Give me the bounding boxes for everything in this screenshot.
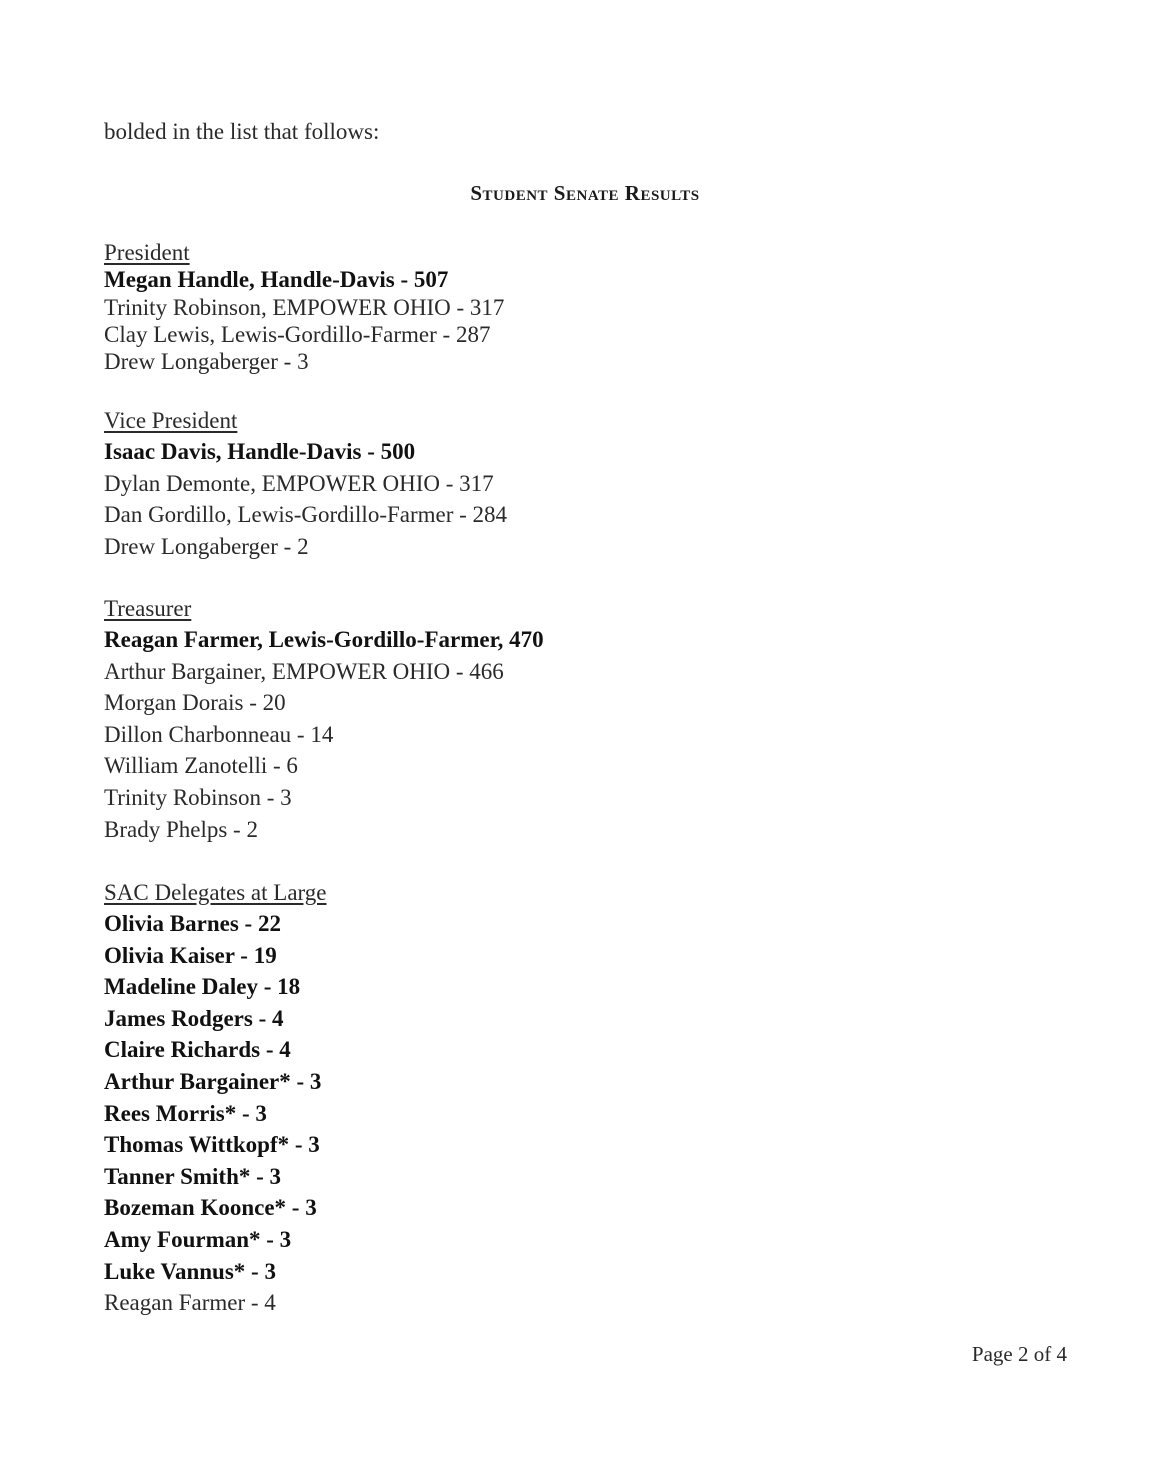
result-entry-winner: Olivia Kaiser - 19: [104, 942, 277, 968]
result-entry: Clay Lewis, Lewis-Gordillo-Farmer - 287: [104, 321, 491, 347]
result-entry: Morgan Dorais - 20: [104, 690, 286, 716]
result-entry: Trinity Robinson, EMPOWER OHIO - 317: [104, 294, 505, 320]
document-title: Student Senate Results: [470, 181, 700, 205]
result-entry-winner: Luke Vannus* - 3: [104, 1258, 276, 1284]
section-vice-president: [104, 406, 507, 563]
section-heading-vice-president: Vice President: [104, 408, 238, 433]
result-entry-winner: Madeline Daley - 18: [104, 974, 301, 1000]
result-entry: Drew Longaberger - 2: [104, 534, 309, 560]
result-entry-winner: Rees Morris* - 3: [104, 1100, 267, 1126]
result-entry-winner: Claire Richards - 4: [104, 1037, 291, 1063]
result-entry-winner: Reagan Farmer, Lewis-Gordillo-Farmer, 470: [104, 627, 544, 652]
result-entry-winner: Tanner Smith* - 3: [104, 1163, 282, 1189]
intro-text: bolded in the list that follows:: [104, 119, 380, 144]
page-number: Page 2 of 4: [971, 1342, 1067, 1366]
result-entry-winner: Bozeman Koonce* - 3: [104, 1195, 317, 1221]
section-sac-delegates: [104, 878, 326, 1319]
result-entry-winner: Olivia Barnes - 22: [104, 911, 281, 936]
result-entry: Dan Gordillo, Lewis-Gordillo-Farmer - 284: [104, 502, 508, 528]
result-entry: Reagan Farmer - 4: [104, 1290, 276, 1316]
result-entry: Brady Phelps - 2: [104, 816, 258, 842]
result-entry-winner: Amy Fourman* - 3: [104, 1226, 292, 1252]
result-entry: Trinity Robinson - 3: [104, 784, 292, 810]
section-heading-sac-delegates: SAC Delegates at Large: [104, 880, 327, 905]
result-entry: Drew Longaberger - 3: [104, 349, 309, 375]
result-entry: Dylan Demonte, EMPOWER OHIO - 317: [104, 470, 494, 496]
result-entry-winner: Arthur Bargainer* - 3: [104, 1068, 322, 1094]
section-treasurer: [104, 594, 544, 845]
result-entry-winner: James Rodgers - 4: [104, 1005, 284, 1031]
result-entry-winner: Thomas Wittkopf* - 3: [104, 1132, 320, 1158]
section-president: [104, 239, 504, 375]
section-heading-president: President: [104, 240, 190, 265]
result-entry: Dillon Charbonneau - 14: [104, 721, 334, 747]
result-entry-winner: Isaac Davis, Handle-Davis - 500: [104, 439, 416, 464]
result-entry: Arthur Bargainer, EMPOWER OHIO - 466: [104, 658, 504, 684]
result-entry-winner: Megan Handle, Handle-Davis - 507: [104, 267, 449, 293]
section-heading-treasurer: Treasurer: [104, 596, 192, 621]
result-entry: William Zanotelli - 6: [104, 753, 298, 779]
